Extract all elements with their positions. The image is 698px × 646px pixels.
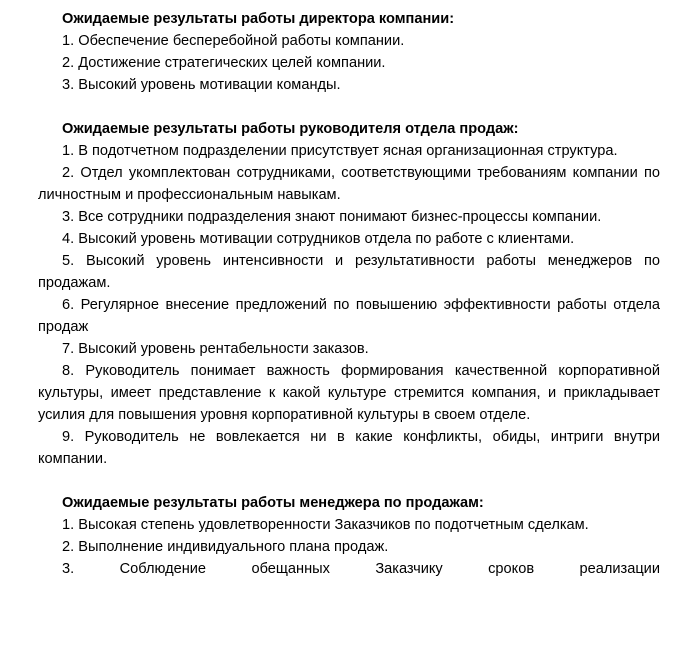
section-heading: Ожидаемые результаты работы менеджера по продажам: [62, 495, 484, 511]
list-item: 1. Высокая степень удовлетворенности Заказчиков по подотчетным сделкам. [62, 517, 589, 533]
list-item: 7. Высокий уровень рентабельности заказов. [62, 341, 369, 357]
list-item: 2. Выполнение индивидуального плана продаж. [62, 539, 389, 555]
list-item: 3. Все сотрудники подразделения знают понимают бизнес-процессы компании. [62, 209, 602, 225]
section-heading: Ожидаемые результаты работы директора компании: [62, 11, 455, 27]
document-section [38, 492, 660, 580]
list-item: 8. Руководитель понимает важность формирования качественной корпоративной культуры, имеет представление к какой культуре стремится компания, и прикладывает усилия для повышения уровня корпоративной культуры в своем отделе. [38, 363, 660, 423]
section-heading: Ожидаемые результаты работы руководителя отдела продаж: [62, 121, 519, 137]
list-item: 2. Достижение стратегических целей компании. [62, 55, 386, 71]
section-spacer [38, 96, 660, 118]
list-item: 1. Обеспечение бесперебойной работы компании. [62, 33, 405, 49]
list-item: 4. Высокий уровень мотивации сотрудников отдела по работе с клиентами. [62, 231, 575, 247]
list-item: 9. Руководитель не вовлекается ни в какие конфликты, обиды, интриги внутри компании. [38, 429, 660, 467]
document-section [38, 8, 660, 96]
list-item: 3. Высокий уровень мотивации команды. [62, 77, 341, 93]
list-item: 6. Регулярное внесение предложений по повышению эффективности работы отдела продаж [38, 297, 660, 335]
document-section [38, 118, 660, 470]
list-item: 3. Соблюдение обещанных Заказчику сроков реализации [62, 561, 660, 577]
list-item: 1. В подотчетном подразделении присутствует ясная организационная структура. [62, 143, 618, 159]
list-item: 5. Высокий уровень интенсивности и результативности работы менеджеров по продажам. [38, 253, 660, 291]
list-item: 2. Отдел укомплектован сотрудниками, соответствующими требованиям компании по личностным и профессиональным навыкам. [38, 165, 660, 203]
section-spacer [38, 470, 660, 492]
